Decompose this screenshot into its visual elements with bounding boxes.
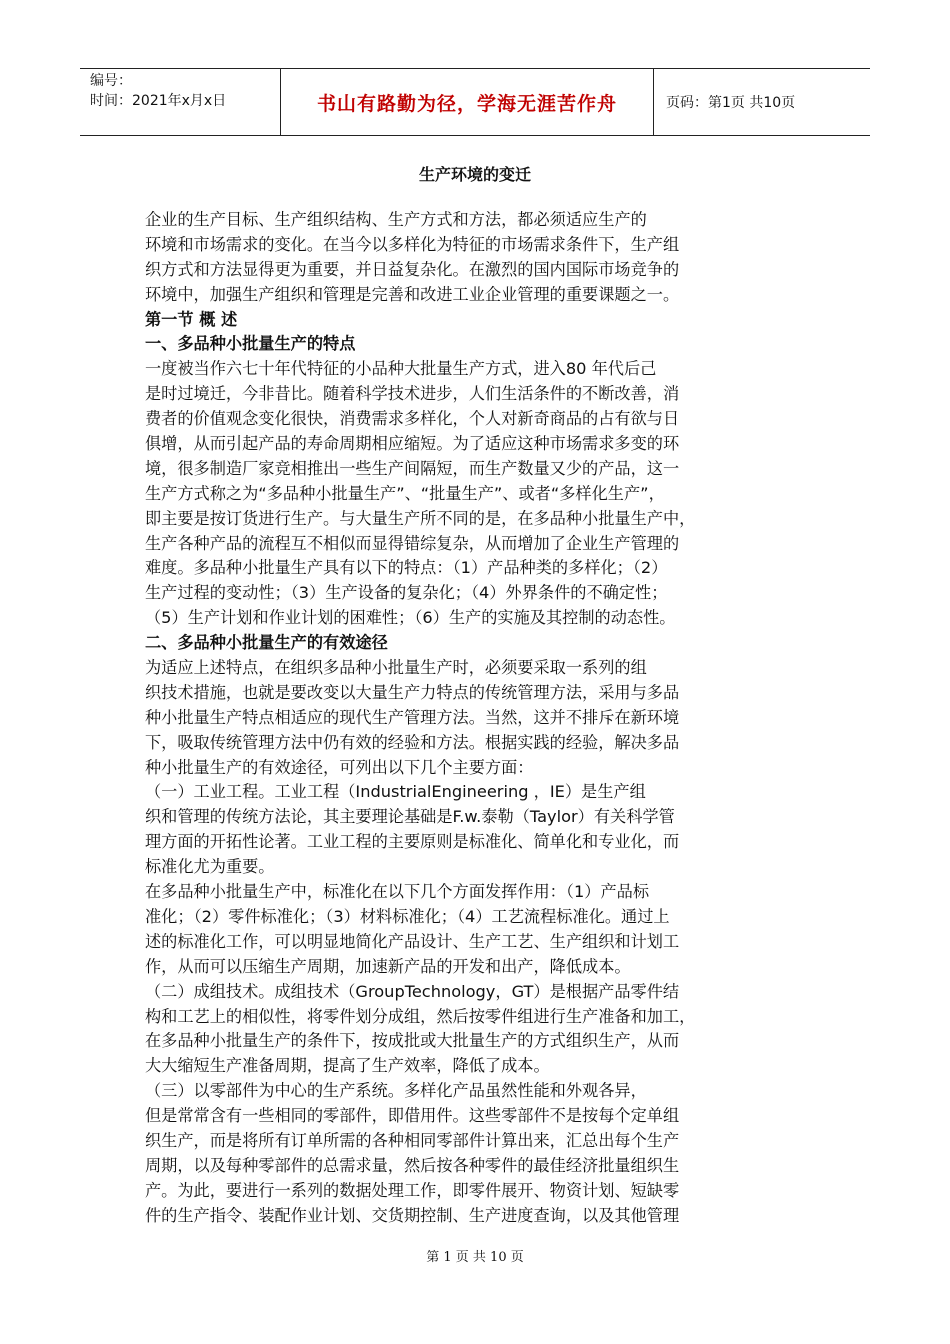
page-header [80, 68, 870, 136]
body-line: 为适应上述特点，在组织多品种小批量生产时，必须要采取一系列的组 [145, 658, 647, 678]
body-line: 标准化尤为重要。 [145, 857, 275, 877]
body-line: 织和管理的传统方法论，其主要理论基础是F.w.泰勒（Taylor）有关科学管 [145, 807, 675, 827]
body-line: 企业的生产目标、生产组织结构、生产方式和方法，都必须适应生产的 [145, 210, 647, 229]
body-line: （三）以零部件为中心的生产系统。多样化产品虽然性能和外观各异， [145, 1081, 647, 1101]
body-line: 周期，以及每种零部件的总需求量，然后按各种零件的最佳经济批量组织生 [145, 1155, 680, 1175]
body-line: 是时过境迁，今非昔比。随着科学技术进步，人们生活条件的不断改善，消 [145, 384, 680, 404]
body-line: 大大缩短生产准备周期，提高了生产效率，降低了成本。 [145, 1056, 550, 1076]
body-line: 在多品种小批量生产的条件下，按成批或大批量生产的方式组织生产，从而 [145, 1031, 680, 1051]
body-line: 准化；（2）零件标准化；（3）材料标准化；（4）工艺流程标准化。通过上 [145, 906, 670, 926]
body-line: 生产方式称之为“多品种小批量生产”、“批量生产”、或者“多样化生产”， [145, 483, 665, 503]
body-line: 难度。多品种小批量生产具有以下的特点：（1）产品种类的多样化；（2） [145, 558, 668, 578]
body-line: 织技术措施，也就是要改变以大量生产力特点的传统管理方法，采用与多品 [145, 682, 680, 702]
body-line: 构和工艺上的相似性，将零件划分成组，然后按零件组进行生产准备和加工， [145, 1006, 696, 1026]
date-label: 时间：2021年x月x日 [90, 93, 227, 109]
document-body [145, 208, 795, 1229]
body-line: 述的标准化工作，可以明显地简化产品设计、生产工艺、生产组织和计划工 [145, 931, 680, 951]
body-line: 织生产，而是将所有订单所需的各种相同零部件计算出来，汇总出每个生产 [145, 1130, 680, 1150]
body-line: 理方面的开拓性论著。工业工程的主要原则是标准化、简单化和专业化，而 [145, 832, 680, 852]
body-line: 件的生产指令、装配作业计划、交货期控制、生产进度查询，以及其他管理 [145, 1205, 680, 1225]
section-heading: 二、多品种小批量生产的有效途径 [145, 633, 388, 653]
header-page-info: 页码：第1页 共10页 [666, 95, 796, 111]
body-line: （二）成组技术。成组技术（GroupTechnology，GT）是根据产品零件结 [145, 981, 680, 1001]
body-line: 俱增，从而引起产品的寿命周期相应缩短。为了适应这种市场需求多变的环 [145, 434, 680, 454]
body-line: 费者的价值观念变化很快，消费需求多样化，个人对新奇商品的占有欲与日 [145, 409, 680, 429]
body-line: 但是常常含有一些相同的零部件，即借用件。这些零部件不是按每个定单组 [145, 1106, 680, 1126]
body-line: 生产过程的变动性；（3）生产设备的复杂化；（4）外界条件的不确定性； [145, 583, 668, 603]
body-line: 作，从而可以压缩生产周期，加速新产品的开发和出产，降低成本。 [145, 956, 631, 976]
body-line: （一）工业工程。工业工程（IndustrialEngineering ，IE）是生产组 [145, 782, 646, 802]
body-line: 环境和市场需求的变化。在当今以多样化为特征的市场需求条件下，生产组 [145, 234, 680, 254]
body-line: 产。为此，要进行一系列的数据处理工作，即零件展开、物资计划、短缺零 [145, 1180, 680, 1200]
body-line: 生产各种产品的流程互不相似而显得错综复杂，从而增加了企业生产管理的 [145, 533, 680, 553]
body-line: （5）生产计划和作业计划的困难性；（6）生产的实施及其控制的动态性。 [145, 608, 676, 628]
body-line: 境，很多制造厂家竞相推出一些生产间隔短，而生产数量又少的产品，这一 [145, 458, 680, 478]
section-heading: 一、多品种小批量生产的特点 [145, 334, 356, 354]
body-line: 种小批量生产的有效途径，可列出以下几个主要方面： [145, 757, 534, 777]
body-line: 即主要是按订货进行生产。与大量生产所不同的是，在多品种小批量生产中， [145, 508, 696, 528]
body-line: 织方式和方法显得更为重要，并日益复杂化。在激烈的国内国际市场竞争的 [145, 259, 680, 279]
page-footer: 第 1 页 共 10 页 [426, 1250, 524, 1265]
section-heading: 第一节 概 述 [145, 309, 238, 329]
code-label: 编号： [90, 73, 132, 89]
body-line: 种小批量生产特点相适应的现代生产管理方法。当然，这并不排斥在新环境 [145, 707, 680, 727]
body-line: 一度被当作六七十年代特征的小品种大批量生产方式，进入80 年代后己 [145, 359, 657, 379]
document-title: 生产环境的变迁 [418, 165, 531, 184]
body-line: 下，吸取传统管理方法中仍有效的经验和方法。根据实践的经验，解决多品 [145, 732, 680, 752]
body-line: 在多品种小批量生产中，标准化在以下几个方面发挥作用：（1）产品标 [145, 882, 650, 902]
header-meta [80, 69, 280, 135]
header-motto: 书山有路勤为径，学海无涯苦作舟 [280, 69, 654, 135]
body-line: 环境中，加强生产组织和管理是完善和改进工业企业管理的重要课题之一。 [145, 284, 680, 304]
